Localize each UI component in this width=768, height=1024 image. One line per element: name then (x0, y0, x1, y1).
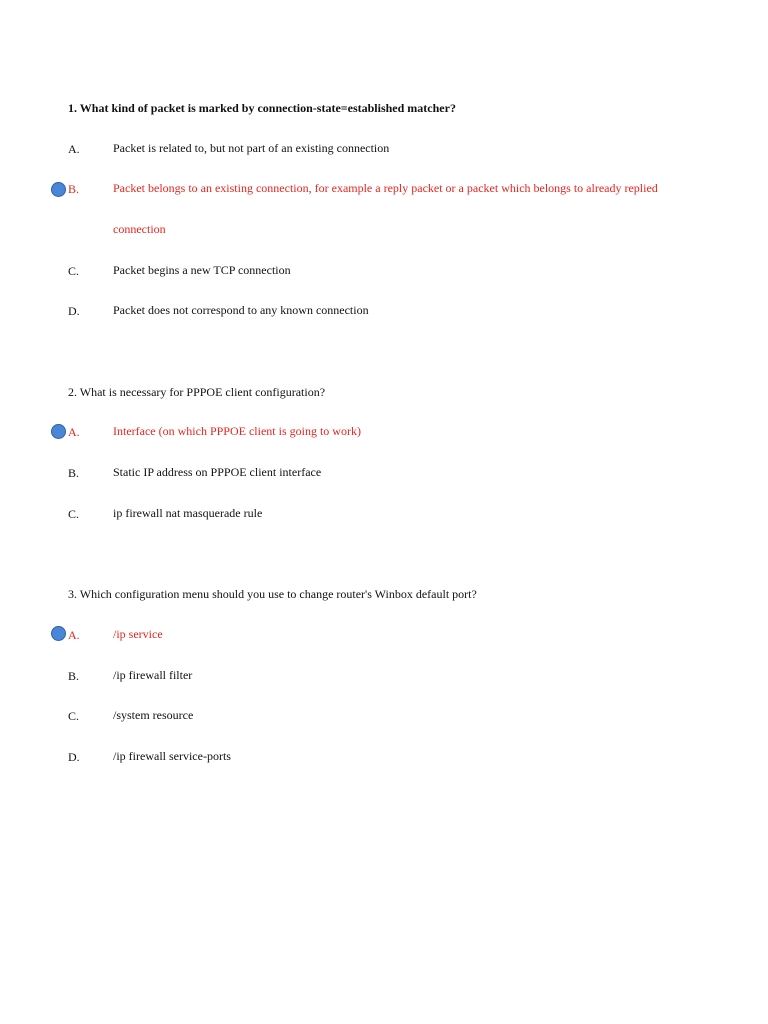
option-text: Static IP address on PPPOE client interface (113, 465, 322, 479)
question-3-prompt: 3. Which configuration menu should you use to change router's Winbox default port? (68, 587, 477, 601)
option-letter: A. (68, 628, 80, 642)
answer-marker-icon (51, 424, 66, 439)
option-letter: C. (68, 709, 80, 723)
option-letter: C. (68, 507, 80, 521)
option-text: /ip firewall filter (113, 668, 193, 682)
option-letter: D. (68, 750, 80, 764)
option-letter: A. (68, 142, 80, 156)
option-letter: D. (68, 304, 80, 318)
question-1-prompt: 1. What kind of packet is marked by connection-state=established matcher? (68, 101, 456, 115)
option-letter: B. (68, 466, 80, 480)
option-text: Packet is related to, but not part of an existing connection (113, 141, 390, 155)
option-text: ip firewall nat masquerade rule (113, 506, 263, 520)
option-text: Packet belongs to an existing connection, for example a reply packet or a packet which belongs to already replied connection (113, 181, 658, 236)
option-text: /ip firewall service-ports (113, 749, 231, 763)
option-letter: A. (68, 425, 80, 439)
answer-marker-icon (51, 626, 66, 641)
option-text: /system resource (113, 708, 194, 722)
answer-marker-icon (51, 182, 66, 197)
option-letter: C. (68, 264, 80, 278)
option-text: /ip service (113, 627, 163, 641)
option-text: Packet begins a new TCP connection (113, 263, 291, 277)
option-letter: B. (68, 669, 80, 683)
option-text: Packet does not correspond to any known connection (113, 303, 369, 317)
option-letter: B. (68, 182, 80, 196)
question-2-prompt: 2. What is necessary for PPPOE client configuration? (68, 385, 326, 399)
option-text: Interface (on which PPPOE client is going to work) (113, 424, 361, 438)
